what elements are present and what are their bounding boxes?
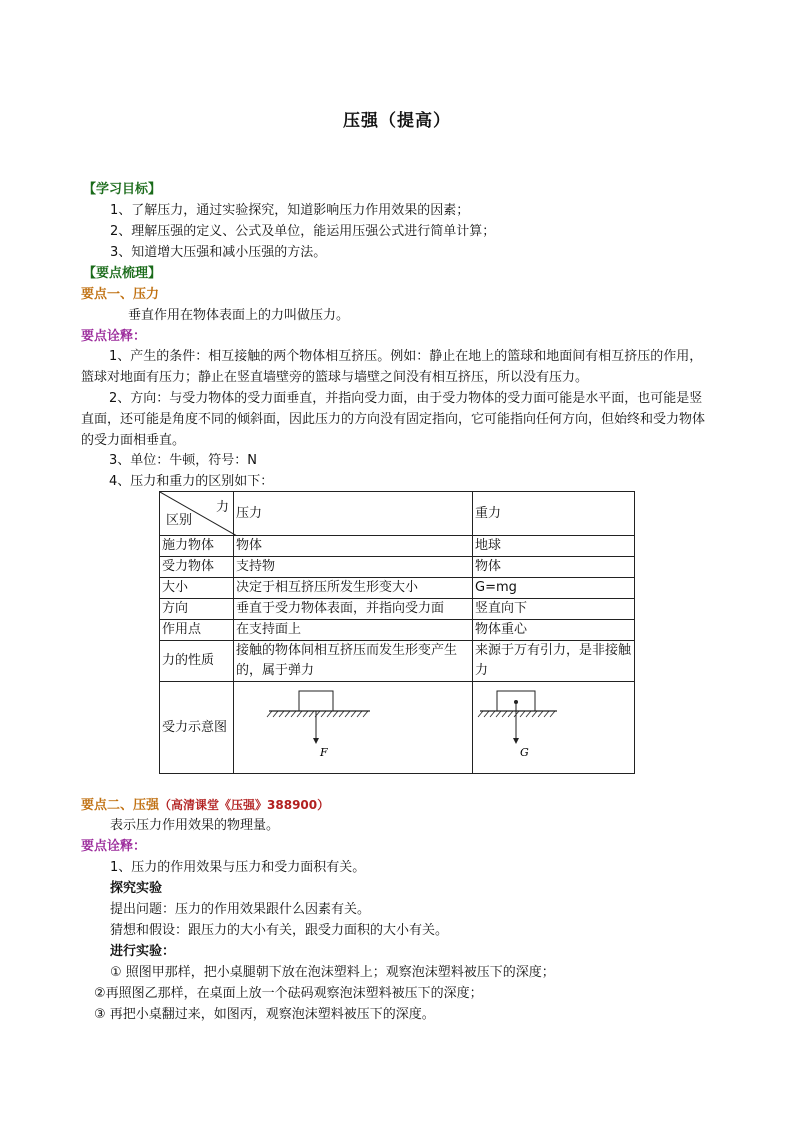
gravity-cell: 物体 <box>473 557 635 578</box>
section1-definition: 垂直作用在物体表面上的力叫做压力。 <box>128 308 350 323</box>
section2-paragraph-1: 1、压力的作用效果与压力和受力面积有关。 <box>110 860 366 875</box>
pressure-cell: 决定于相互挤压所发生形变大小 <box>234 578 473 599</box>
pressure-cell: 垂直于受力物体表面，并指向受力面 <box>234 599 473 620</box>
goal-item-1: 1、了解压力，通过实验探究，知道影响压力作用效果的因素； <box>110 203 470 218</box>
row-label: 作用点 <box>160 620 234 641</box>
procedure-header: 进行实验： <box>110 944 176 959</box>
pressure-cell: 接触的物体间相互挤压而发生形变产生的，属于弹力 <box>234 641 473 682</box>
table-row <box>160 557 635 578</box>
pressure-force-label: F <box>320 746 328 759</box>
row-label: 受力物体 <box>160 557 234 578</box>
table-row <box>160 641 635 682</box>
col-gravity-header: 重力 <box>473 492 635 536</box>
row-label: 方向 <box>160 599 234 620</box>
table-header-row <box>160 492 635 536</box>
table-row <box>160 620 635 641</box>
section1-paragraph-4: 4、压力和重力的区别如下： <box>109 474 274 489</box>
table-row-diagram <box>160 682 635 774</box>
section1-paragraph-1: 1、产生的条件：相互接触的两个物体相互挤压。例如：静止在地上的篮球和地面间有相互挤压的作用，篮球对地面有压力；静止在竖直墙壁旁的篮球与墙壁之间没有相互挤压，所以没有压力。 <box>81 349 703 385</box>
section2-definition: 表示压力作用效果的物理量。 <box>110 818 280 833</box>
pressure-cell: 物体 <box>234 536 473 557</box>
section1-explain-header: 要点诠释： <box>81 329 147 344</box>
section2-title-line <box>81 795 329 816</box>
comparison-table <box>159 491 635 774</box>
table-row <box>160 599 635 620</box>
pressure-diagram-cell <box>234 682 473 774</box>
experiment-question: 提出问题：压力的作用效果跟什么因素有关。 <box>110 902 371 917</box>
pressure-diagram <box>264 686 384 766</box>
points-header: 【要点梳理】 <box>83 266 162 281</box>
procedure-step-2: ②再照图乙那样，在桌面上放一个砝码观察泡沫塑料被压下的深度； <box>94 986 483 1001</box>
goal-item-3: 3、知道增大压强和减小压强的方法。 <box>110 245 327 260</box>
section2-title: 要点二、压强 <box>81 798 160 813</box>
gravity-cell: 地球 <box>473 536 635 557</box>
gravity-cell: 竖直向下 <box>473 599 635 620</box>
section2-explain-header: 要点诠释： <box>81 839 147 854</box>
table-row <box>160 536 635 557</box>
row-label: 力的性质 <box>160 641 234 682</box>
col-pressure-header: 压力 <box>234 492 473 536</box>
section1-paragraph-3: 3、单位：牛顿，符号：N <box>109 453 257 468</box>
gravity-cell: 来源于万有引力，是非接触力 <box>473 641 635 682</box>
section2-reference: （高清课堂《压强》388900） <box>159 798 330 812</box>
goal-item-2: 2、理解压强的定义、公式及单位，能运用压强公式进行简单计算； <box>110 224 496 239</box>
procedure-step-3: ③ 再把小桌翻过来，如图丙，观察泡沫塑料被压下的深度。 <box>94 1007 435 1022</box>
procedure-step-1: ① 照图甲那样，把小桌腿朝下放在泡沫塑料上；观察泡沫塑料被压下的深度； <box>110 965 555 980</box>
gravity-diagram-cell <box>473 682 635 774</box>
section1-title: 要点一、压力 <box>81 287 160 302</box>
page-title: 压强（提高） <box>343 111 451 131</box>
corner-category-label: 区别 <box>166 513 193 528</box>
experiment-header: 探究实验 <box>110 881 163 896</box>
row-label: 施力物体 <box>160 536 234 557</box>
gravity-cell: G=mg <box>473 578 635 599</box>
row-label: 受力示意图 <box>160 682 234 774</box>
gravity-diagram <box>475 686 575 766</box>
table-corner-cell <box>160 492 234 536</box>
pressure-cell: 在支持面上 <box>234 620 473 641</box>
gravity-force-label: G <box>520 746 529 759</box>
pressure-cell: 支持物 <box>234 557 473 578</box>
row-label: 大小 <box>160 578 234 599</box>
section1-paragraph-2: 2、方向：与受力物体的受力面垂直，并指向受力面，由于受力物体的受力面可能是水平面，也可能是竖直面，还可能是角度不同的倾斜面，因此压力的方向没有固定指向，它可能指向任何方向，但始终和受力物体的受力面相垂直。 <box>81 391 706 448</box>
corner-force-label: 力 <box>215 500 229 515</box>
experiment-hypothesis: 猜想和假设：跟压力的大小有关，跟受力面积的大小有关。 <box>110 923 449 938</box>
table-row <box>160 578 635 599</box>
gravity-cell: 物体重心 <box>473 620 635 641</box>
goals-header: 【学习目标】 <box>83 182 162 197</box>
